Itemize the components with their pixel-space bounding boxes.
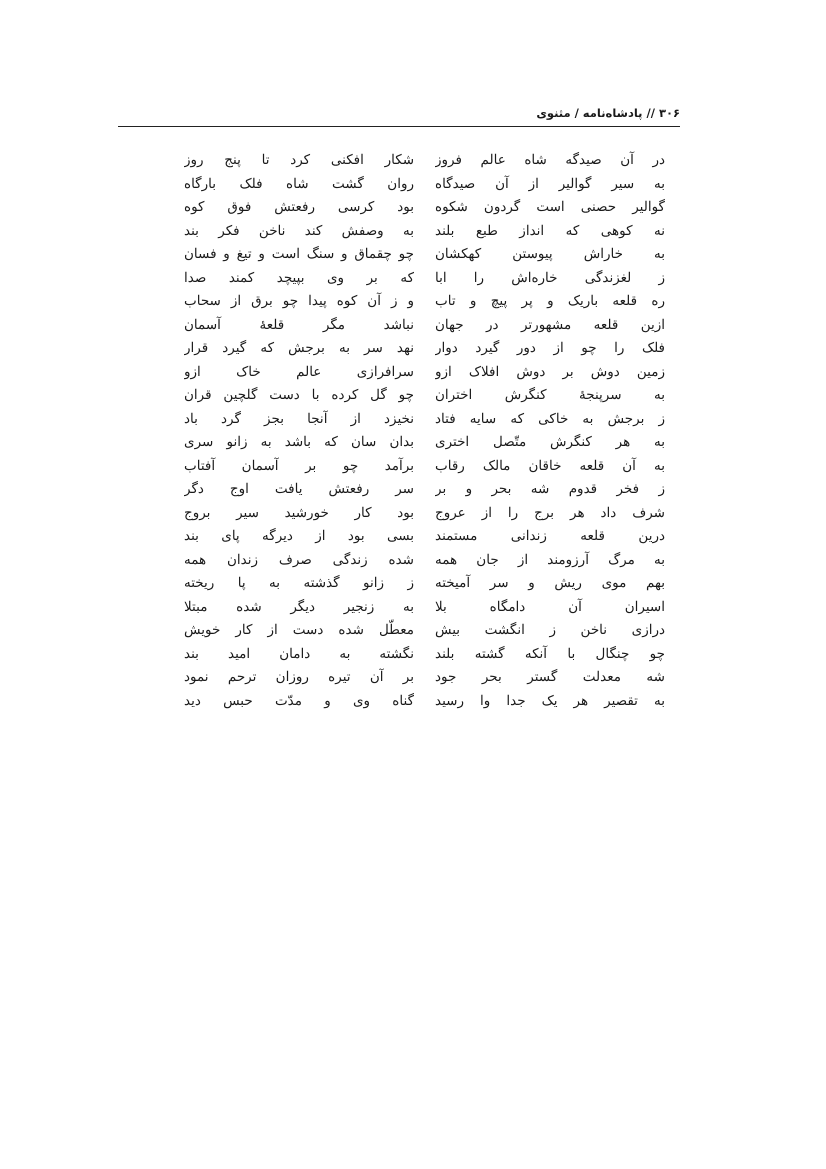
verse-second-hemistich: که بر وی بپیچد کمند صدا <box>184 269 414 286</box>
verse-second-hemistich: بود کار خورشید سیر بروج <box>184 504 414 521</box>
verse-second-hemistich: گناه وی و مدّت حبس دید <box>184 692 414 709</box>
verse-first-hemistich: به خاراش پیوستن کهکشان <box>435 246 665 262</box>
verse-first-hemistich: به هر کنگرش متّصل اختری <box>435 434 665 450</box>
verse-second-hemistich: چو چقماق و سنگ است و تیغ و فسان <box>184 246 414 262</box>
verse-first-hemistich: ره قلعه باریک و پر پیچ و تاب <box>435 293 665 309</box>
verse-second-hemistich: به وصفش کند ناخن فکر بند <box>184 222 414 239</box>
verse-first-hemistich: نه کوهی که انداز طبع بلند <box>435 222 665 239</box>
verse-first-hemistich: زمین دوش بر دوش افلاک ازو <box>435 363 665 380</box>
verse-first-hemistich: گوالیر حصنی است گردون شکوه <box>435 199 665 215</box>
verse-second-hemistich: شکار افکنی کرد تا پنج روز <box>184 152 414 168</box>
verse-second-hemistich: بود کرسی رفعتش فوق کوه <box>184 199 414 215</box>
page-number: ۳۰۶ <box>658 106 680 120</box>
verse-second-hemistich: بدان سان که باشد به زانو سری <box>184 434 414 450</box>
verse-first-hemistich: ز فخر قدوم شه بحر و بر <box>435 481 665 497</box>
verse-first-hemistich: به آن قلعه خاقان مالک رقاب <box>435 457 665 474</box>
verse-second-hemistich: به زنجیر دیگر شده مبتلا <box>184 598 414 615</box>
verse-second-hemistich: سرافرازی عالم خاک ازو <box>184 363 414 380</box>
verse-column-second-hemistichs <box>184 149 414 713</box>
verse-first-hemistich: به سیر گوالیر از آن صیدگاه <box>435 175 665 192</box>
verse-first-hemistich: ازین قلعه مشهورتر در جهان <box>435 316 665 333</box>
verse-first-hemistich: شرف داد هر برج را از عروج <box>435 504 665 521</box>
verse-first-hemistich: شه معدلت گستر بحر جود <box>435 669 665 685</box>
verse-first-hemistich: فلک را چو از دور گیرد دوار <box>435 340 665 356</box>
verse-first-hemistich: به تقصیر هر یک جدا وا رسید <box>435 692 665 709</box>
verse-second-hemistich: معطّل شده دست از کار خویش <box>184 622 414 638</box>
header-rule <box>118 126 680 127</box>
verse-second-hemistich: بر آن تیره روزان ترحم نمود <box>184 669 414 685</box>
verse-second-hemistich: بسی بود از دیرگه پای بند <box>184 528 414 544</box>
verse-first-hemistich: چو چنگال با آنکه گشته بلند <box>435 645 665 662</box>
verse-second-hemistich: برآمد چو بر آسمان آفتاب <box>184 457 414 474</box>
verse-second-hemistich: نخیزد از آنجا بجز گرد باد <box>184 410 414 427</box>
verse-first-hemistich: در آن صیدگه شاه عالم فروز <box>435 152 665 168</box>
verse-first-hemistich: اسیران آن دامگاه بلا <box>435 598 665 615</box>
verse-first-hemistich: ز برجش به خاکی که سایه فتاد <box>435 410 665 427</box>
verse-first-hemistich: به سرپنجهٔ کنگرش اختران <box>435 387 665 403</box>
verse-second-hemistich: سر رفعتش یافت اوج دگر <box>184 481 414 497</box>
header-separator: // <box>646 106 655 120</box>
verse-second-hemistich: شده زندگی صرف زندان همه <box>184 551 414 568</box>
verse-second-hemistich: روان گشت شاه فلک بارگاه <box>184 175 414 192</box>
verse-second-hemistich: و ز آن کوه پیدا چو برق از سحاب <box>184 293 414 309</box>
running-header <box>118 106 680 124</box>
verse-second-hemistich: چو گل کرده با دست گلچین قران <box>184 387 414 403</box>
verse-first-hemistich: بهم موی ریش و سر آمیخته <box>435 575 665 591</box>
verse-column-first-hemistichs <box>435 149 665 713</box>
header-title: پادشاه‌نامه / مثنوی <box>536 106 643 120</box>
verse-first-hemistich: به مرگ آرزومند از جان همه <box>435 551 665 568</box>
verse-second-hemistich: نهد سر به برجش که گیرد قرار <box>184 340 414 356</box>
verse-second-hemistich: نگشته به دامان امید بند <box>184 645 414 662</box>
verse-first-hemistich: درازی ناخن ز انگشت بیش <box>435 622 665 638</box>
verse-first-hemistich: درین قلعه زندانی مستمند <box>435 528 665 544</box>
verse-second-hemistich: ز زانو گذشته به پا ریخته <box>184 575 414 591</box>
verse-first-hemistich: ز لغزندگی خاره‌اش را ابا <box>435 269 665 286</box>
verse-second-hemistich: نباشد مگر قلعهٔ آسمان <box>184 316 414 333</box>
